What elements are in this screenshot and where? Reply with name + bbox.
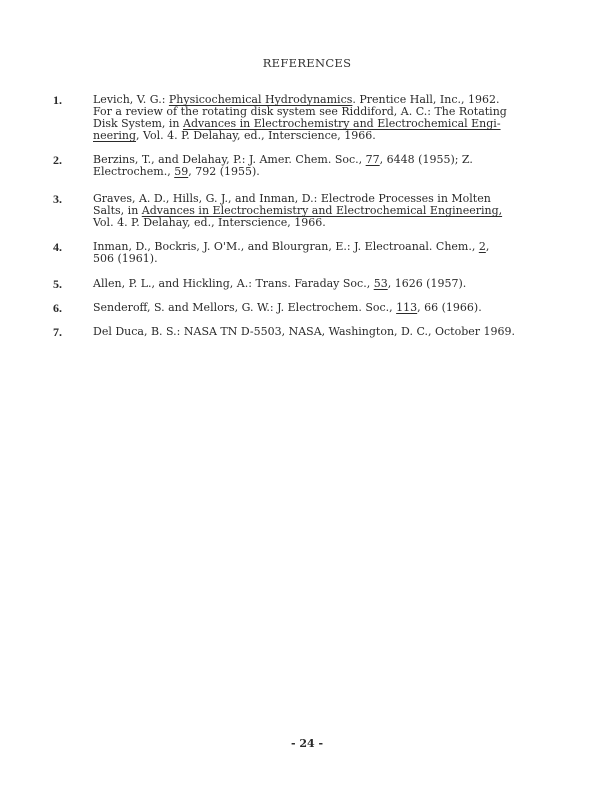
text-segment: Allen, P. L., and Hickling, A.: Trans. Faraday Soc., [93, 277, 374, 290]
text-segment: Vol. 4. P. Delahay, ed., Interscience, 1966. [93, 216, 326, 229]
reference-text [93, 326, 523, 338]
reference-number: 4. [53, 240, 62, 254]
page-number: - 24 - [290, 737, 324, 750]
text-segment: , [485, 240, 490, 253]
text-segment: 506 (1961). [93, 252, 158, 265]
underlined-title: Advances in Electrochemistry and Electrochemical Engineering, [141, 204, 503, 217]
reference-number: 7. [53, 325, 62, 339]
text-segment: Inman, D., Bockris, J. O'M., and Blourgran, E.: J. Electroanal. Chem., [93, 240, 479, 253]
text-segment: . Prentice Hall, Inc., 1962. [352, 93, 500, 106]
underlined-title: neering [93, 129, 137, 142]
reference-line [93, 253, 523, 265]
reference-text [93, 278, 523, 290]
text-segment: Graves, A. D., Hills, G. J., and Inman, D.: Electrode Processes in Molten [93, 192, 491, 205]
underlined-title: 77 [365, 153, 380, 166]
text-segment: Senderoff, S. and Mellors, G. W.: J. Electrochem. Soc., [93, 301, 397, 314]
reference-number: 2. [53, 153, 62, 167]
underlined-title: 113 [396, 301, 418, 314]
reference-text [93, 193, 523, 229]
text-segment: Berzins, T., and Delahay, P.: J. Amer. Chem. Soc., [93, 153, 366, 166]
text-segment: Disk System, in [93, 117, 183, 130]
reference-number: 1. [53, 93, 62, 107]
reference-line [93, 302, 523, 314]
reference-number: 6. [53, 301, 62, 315]
text-segment: , 792 (1955). [188, 165, 260, 178]
text-segment: , 1626 (1957). [387, 277, 467, 290]
text-segment: Electrochem., [93, 165, 175, 178]
reference-text [93, 241, 523, 265]
text-segment: , Vol. 4. P. Delahay, ed., Interscience, 1966. [136, 129, 376, 142]
reference-number: 3. [53, 192, 62, 206]
reference-text [93, 302, 523, 314]
reference-line [93, 326, 523, 338]
text-segment: For a review of the rotating disk system see Riddiford, A. C.: The Rotating [93, 105, 507, 118]
text-segment: Levich, V. G.: [93, 93, 169, 106]
text-segment: Del Duca, B. S.: NASA TN D-5503, NASA, Washington, D. C., October 1969. [93, 325, 516, 338]
reference-line [93, 130, 523, 142]
text-segment: Salts, in [93, 204, 142, 217]
reference-line [93, 278, 523, 290]
reference-number: 5. [53, 277, 62, 291]
page-title: REFERENCES [262, 56, 352, 70]
text-segment: , 66 (1966). [417, 301, 482, 314]
reference-line [93, 217, 523, 229]
reference-line [93, 166, 523, 178]
underlined-title: 2 [478, 240, 486, 253]
underlined-title: 59 [174, 165, 189, 178]
underlined-title: Physicochemical Hydrodynamics [168, 93, 353, 106]
underlined-title: 53 [373, 277, 388, 290]
text-segment: , 6448 (1955); Z. [379, 153, 473, 166]
reference-text [93, 154, 523, 178]
reference-text [93, 94, 523, 142]
underlined-title: Advances in Electrochemistry and Electrochemical Engi- [183, 117, 501, 130]
